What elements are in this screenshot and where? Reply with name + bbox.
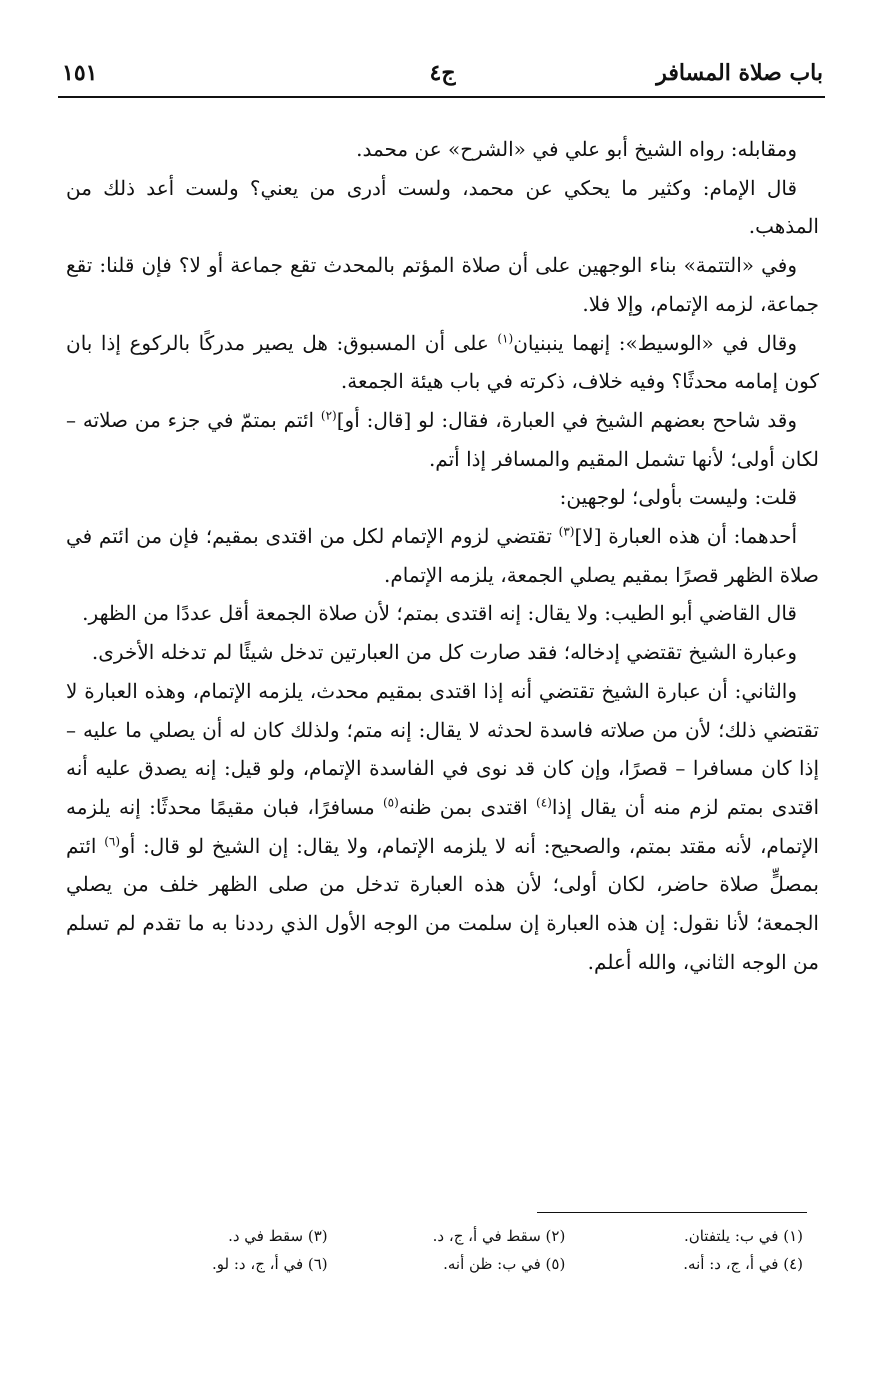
main-text [66, 130, 819, 981]
paragraph: والثاني: أن عبارة الشيخ تقتضي أنه إذا اقتدى بمقيم محدث، يلزمه الإتمام، وهذه العبارة لا تقتضي ذلك؛ لأن من صلاته فاسدة لحدثه لا يقال: إنه متم؛ ولذلك كان له أن يصلي ما عليه – إذا كان مسافرا – قصرًا، وإن كان قد نوى في الفاسدة الإتمام، ولو قيل: إنه يصدق عليه أنه اقتدى بمتم لزم منه أن يقال إذا$^{(٤)}$ اقتدى بمن ظنه$^{(٥)}$ مسافرًا، فبان مقيمًا محدثًا: إنه يلزمه الإتمام، لأنه مقتد بمتم، والصحيح: أنه لا يلزمه الإتمام، ولا يقال: إن الشيخ لو قال: أو$^{(٦)}$ ائتم بمصلٍّ صلاة حاضر، لكان أولى؛ لأن هذه العبارة تدخل من صلى الظهر خلف من يصلي الجمعة؛ لأنا نقول: إن هذه العبارة إن سلمت من الوجه الأول الذي رددنا به ما تقدم لم تسلم من الوجه الثاني، والله أعلم. [66, 678, 820, 974]
footnote: (٦) في أ، ج، د: لو. [212, 1255, 328, 1273]
footnote-divider [537, 1212, 807, 1213]
paragraph: قال القاضي أبو الطيب: ولا يقال: إنه اقتدى بمتم؛ لأن صلاة الجمعة أقل عددًا من الظهر. [82, 601, 797, 626]
footnote-marker: (٥) [382, 795, 399, 810]
footnote: (٤) في أ، ج، د: أنه. [683, 1255, 803, 1273]
footnotes [90, 1222, 803, 1278]
footnote-marker: (٢) [320, 408, 337, 423]
footnote: (٥) في ب: ظن أنه. [443, 1255, 566, 1273]
footnote-marker: (٣) [558, 524, 575, 539]
chapter-title: باب صلاة المسافر [656, 60, 823, 86]
running-header [62, 52, 823, 96]
paragraph: قال الإمام: وكثير ما يحكي عن محمد، ولست أدرى من يعني؟ ولست أعد ذلك من المذهب. [66, 175, 819, 239]
footnote: (٣) سقط في د. [228, 1227, 328, 1245]
footnote-marker: (٤) [536, 795, 552, 810]
footnote: (٢) سقط في أ، ج، د. [432, 1227, 566, 1245]
paragraph: ومقابله: رواه الشيخ أبو علي في «الشرح» عن محمد. [356, 137, 797, 161]
paragraph: وقد شاحح بعضهم الشيخ في العبارة، فقال: لو [قال: أو]$^{(٢)}$ ائتم بمتمّ في جزء من صلاته – لكان أولى؛ لأنها تشمل المقيم والمسافر إذا أتم. [66, 407, 819, 471]
paragraph: وفي «التتمة» بناء الوجهين على أن صلاة المؤتم بالمحدث تقع جماعة أو لا؟ فإن قلنا: تقع جماعة، لزمه الإتمام، وإلا فلا. [66, 253, 819, 316]
volume-label: ج٤ [429, 60, 456, 86]
page-number: ١٥١ [62, 60, 98, 86]
footnote-row [90, 1222, 803, 1250]
paragraph: وقال في «الوسيط»: إنهما ينبنيان$^{(١)}$ على أن المسبوق: هل يصير مدركًا بالركوع إذا بان كون إمامه محدثًا؟ وفيه خلاف، ذكرته في باب هيئة الجمعة. [66, 330, 819, 394]
footnote-row [90, 1250, 803, 1278]
paragraph: قلت: وليست بأولى؛ لوجهين: [559, 485, 797, 510]
footnote-marker: (٦) [104, 834, 121, 848]
paragraph: أحدهما: أن هذه العبارة [لا]$^{(٣)}$ تقتضي لزوم الإتمام لكل من اقتدى بمقيم؛ فإن من ائتم في صلاة الظهر قصرًا بمقيم يصلي الجمعة، يلزمه الإتمام. [66, 524, 819, 587]
footnote-marker: (١) [497, 330, 514, 345]
footnote: (١) في ب: يلتفتان. [683, 1227, 803, 1245]
header-divider [58, 96, 825, 98]
paragraph: وعبارة الشيخ تقتضي إدخاله؛ فقد صارت كل من العبارتين تدخل شيئًا لم تدخله الأخرى. [91, 640, 797, 665]
